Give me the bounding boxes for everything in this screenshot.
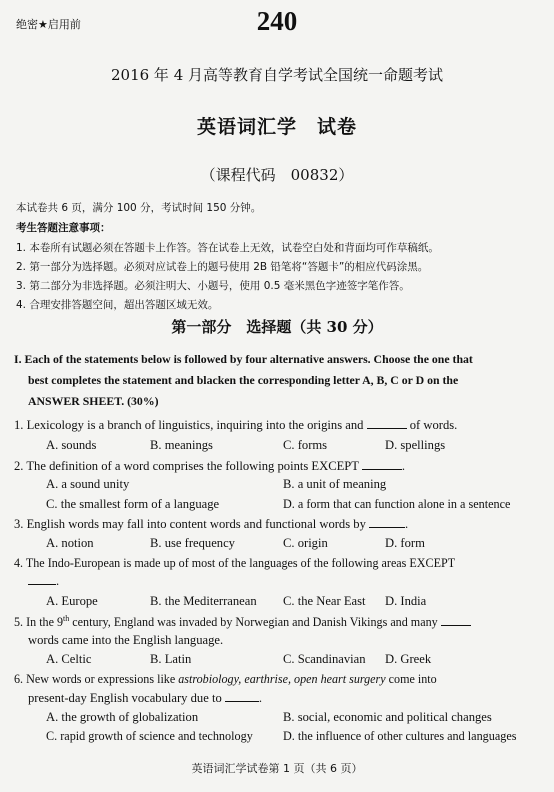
option-c: C. forms — [283, 438, 328, 452]
option-d: D. form — [385, 536, 425, 550]
course-code: （课程代码 00832） — [200, 166, 354, 184]
option-d: D. India — [385, 594, 427, 608]
option-b: B. a unit of meaning — [283, 477, 387, 491]
instruction-line: best completes the statement and blacken the corresponding letter A, B, C or D on the — [28, 373, 459, 387]
option-c: C. the smallest form of a language — [46, 497, 220, 511]
question-5-stem-line2: words came into the English language. — [28, 633, 224, 647]
option-d: D. Greek — [385, 652, 432, 666]
option-b: B. the Mediterranean — [150, 594, 257, 608]
option-b: B. social, economic and political changes — [283, 710, 492, 724]
question-4-blank-line: . — [28, 574, 59, 589]
exam-title: 2016 年 4 月高等教育自学考试全国统一命题考试 — [110, 66, 444, 84]
subject-title: 英语词汇学 试卷 — [196, 116, 357, 138]
option-a: A. sounds — [46, 438, 97, 452]
question-3-stem: 3. English words may fall into content words and functional words by . — [14, 517, 409, 531]
option-c: C. rapid growth of science and technology — [46, 729, 253, 743]
option-b: B. meanings — [150, 438, 213, 452]
notes-heading: 考生答题注意事项： — [16, 222, 111, 234]
note-item: 1. 本卷所有试题必须在答题卡上作答。答在试卷上无效，试卷空白处和背面均可作草稿纸。 — [16, 242, 439, 254]
option-a: A. Europe — [46, 594, 98, 608]
option-d: D. spellings — [385, 438, 446, 452]
option-c: C. origin — [283, 536, 328, 550]
option-a: A. Celtic — [46, 652, 92, 666]
question-6-stem: 6. New words or expressions like astrobiology, earthrise, open heart surgery come into — [14, 672, 437, 686]
note-item: 2. 第一部分为选择题。必须对应试卷上的题号使用 2B 铅笔将“答题卡”的相应代码涂黑。 — [16, 261, 429, 273]
option-a: A. a sound unity — [46, 477, 130, 491]
option-b: B. use frequency — [150, 536, 235, 550]
instruction-line: ANSWER SHEET. (30%) — [28, 394, 159, 408]
question-2-stem: 2. The definition of a word comprises the following points EXCEPT . — [14, 459, 406, 473]
question-4-stem: 4. The Indo-European is made up of most of the languages of the following areas EXCEPT — [14, 556, 456, 570]
question-5-stem: 5. In the 9th century, England was invaded by Norwegian and Danish Vikings and many — [14, 614, 471, 630]
option-a: A. the growth of globalization — [46, 710, 199, 724]
note-item: 3. 第二部分为非选择题。必须注明大、小题号，使用 0.5 毫米黑色字迹签字笔作答。 — [16, 280, 410, 292]
option-b: B. Latin — [150, 652, 192, 666]
option-c: C. Scandinavian — [283, 652, 366, 666]
instruction-line: I. Each of the statements below is followed by four alternative answers. Choose the one that — [14, 352, 473, 366]
option-c: C. the Near East — [283, 594, 366, 608]
confidential-mark: 绝密★启用前 — [16, 18, 81, 31]
option-a: A. notion — [46, 536, 94, 550]
exam-info-line: 本试卷共 6 页，满分 100 分，考试时间 150 分钟。 — [16, 202, 262, 214]
page-footer: 英语词汇学试卷第 1 页（共 6 页） — [191, 762, 363, 775]
question-6-stem-line2: present-day English vocabulary due to . — [28, 691, 263, 705]
exam-code-number: 240 — [256, 6, 298, 36]
option-d: D. the influence of other cultures and languages — [283, 729, 517, 743]
note-item: 4. 合理安排答题空间，超出答题区域无效。 — [16, 299, 219, 311]
option-d: D. a form that can function alone in a sentence — [283, 497, 511, 511]
question-1-stem: 1. Lexicology is a branch of linguistics, inquiring into the origins and of words. — [14, 418, 458, 432]
part-one-title: 第一部分 选择题（共 30 分） — [171, 318, 383, 336]
